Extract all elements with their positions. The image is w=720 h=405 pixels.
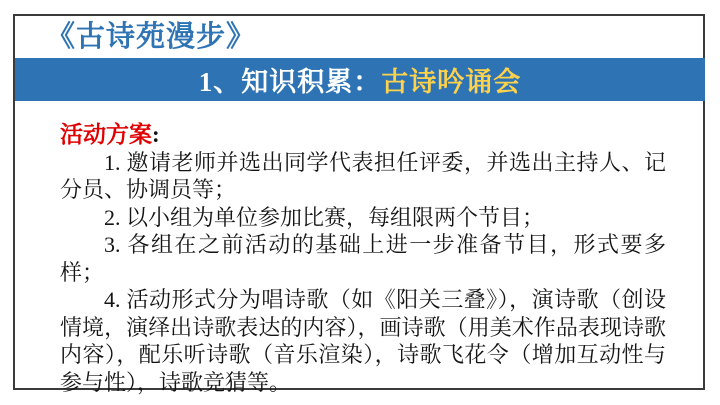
- banner-topic: 古诗吟诵会: [381, 67, 522, 97]
- activity-item-1: 1. 邀请老师并选出同学代表担任评委，并选出主持人、记分员、协调员等；: [60, 149, 666, 202]
- section-banner: [15, 58, 705, 101]
- content-heading-colon: :: [152, 122, 160, 147]
- activity-plan-content: [60, 121, 666, 396]
- slide-title: 《古诗苑漫步》: [46, 21, 257, 53]
- content-heading-line: [60, 121, 666, 149]
- activity-item-2: 2. 以小组为单位参加比赛，每组限两个节目；: [104, 204, 545, 230]
- banner-number-label: 1、知识积累：: [198, 67, 382, 97]
- content-heading: 活动方案: [60, 122, 152, 147]
- activity-item-3: 3. 各组在之前活动的基础上进一步准备节目，形式要多样；: [60, 232, 666, 285]
- activity-item-4: 4. 活动形式分为唱诗歌（如《阳关三叠》），演诗歌（创设情境，演绎出诗歌表达的内容），画诗歌（用美术作品表现诗歌内容），配乐听诗歌（音乐渲染），诗歌飞花令（增加互动性与参与性），诗歌竞猜等。: [60, 287, 666, 395]
